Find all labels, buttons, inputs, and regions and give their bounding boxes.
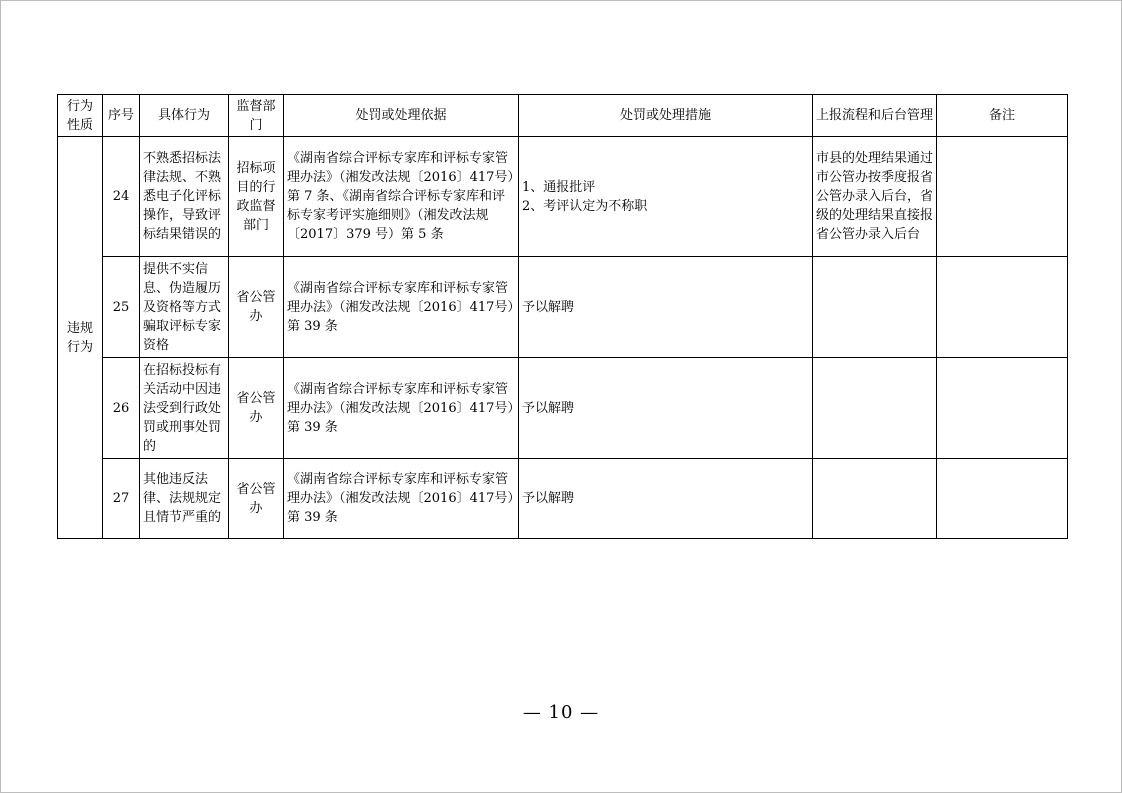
table-row [58,257,1068,358]
measure-cell [519,137,813,257]
report-cell: 市县的处理结果通过市公管办按季度报省公管办录入后台，省级的处理结果直接报省公管办录入后台 [813,137,937,257]
basis-cell: 《湖南省综合评标专家库和评标专家管理办法》（湘发改法规〔2016〕417号）第 7 条、《湖南省综合评标专家库和评标专家考评实施细则》（湘发改法规〔2017〕379 号）第 5 条 [284,137,519,257]
behavior-cell: 在招标投标有关活动中因违法受到行政处罚或刑事处罚的 [140,358,229,459]
measure-line: 1、通报批评 [522,179,596,195]
header-behavior: 具体行为 [140,95,229,137]
header-seq: 序号 [103,95,140,137]
behavior-cell: 提供不实信息、伪造履历及资格等方式骗取评标专家资格 [140,257,229,358]
basis-cell: 《湖南省综合评标专家库和评标专家管理办法》（湘发改法规〔2016〕417号）第 39 条 [284,358,519,459]
dept-cell: 省公管办 [229,358,284,459]
seq-cell: 25 [103,257,140,358]
remark-cell [937,137,1068,257]
report-cell [813,459,937,539]
page-number: — 10 — [522,702,600,723]
seq-cell: 27 [103,459,140,539]
behavior-cell: 不熟悉招标法律法规、不熟悉电子化评标操作，导致评标结果错误的 [140,137,229,257]
header-dept: 监督部门 [229,95,284,137]
measure-cell: 予以解聘 [519,459,813,539]
measure-cell: 予以解聘 [519,358,813,459]
seq-cell: 24 [103,137,140,257]
header-measure: 处罚或处理措施 [519,95,813,137]
dept-cell: 省公管办 [229,257,284,358]
measure-cell: 予以解聘 [519,257,813,358]
header-remark: 备注 [937,95,1068,137]
penalty-table [57,94,1068,539]
header-nature: 行为性质 [58,95,103,137]
measure-line: 2、考评认定为不称职 [522,198,648,214]
remark-cell [937,257,1068,358]
table-row [58,137,1068,257]
report-cell [813,358,937,459]
remark-cell [937,459,1068,539]
report-cell [813,257,937,358]
header-row [58,95,1068,137]
remark-cell [937,358,1068,459]
dept-cell: 招标项目的行政监督部门 [229,137,284,257]
header-report: 上报流程和后台管理 [813,95,937,137]
behavior-cell: 其他违反法律、法规规定且情节严重的 [140,459,229,539]
table-row [58,358,1068,459]
header-basis: 处罚或处理依据 [284,95,519,137]
nature-cell: 违规行为 [58,137,103,539]
dept-cell: 省公管办 [229,459,284,539]
basis-cell: 《湖南省综合评标专家库和评标专家管理办法》（湘发改法规〔2016〕417号）第 39 条 [284,459,519,539]
seq-cell: 26 [103,358,140,459]
basis-cell: 《湖南省综合评标专家库和评标专家管理办法》（湘发改法规〔2016〕417号）第 39 条 [284,257,519,358]
table-row [58,459,1068,539]
